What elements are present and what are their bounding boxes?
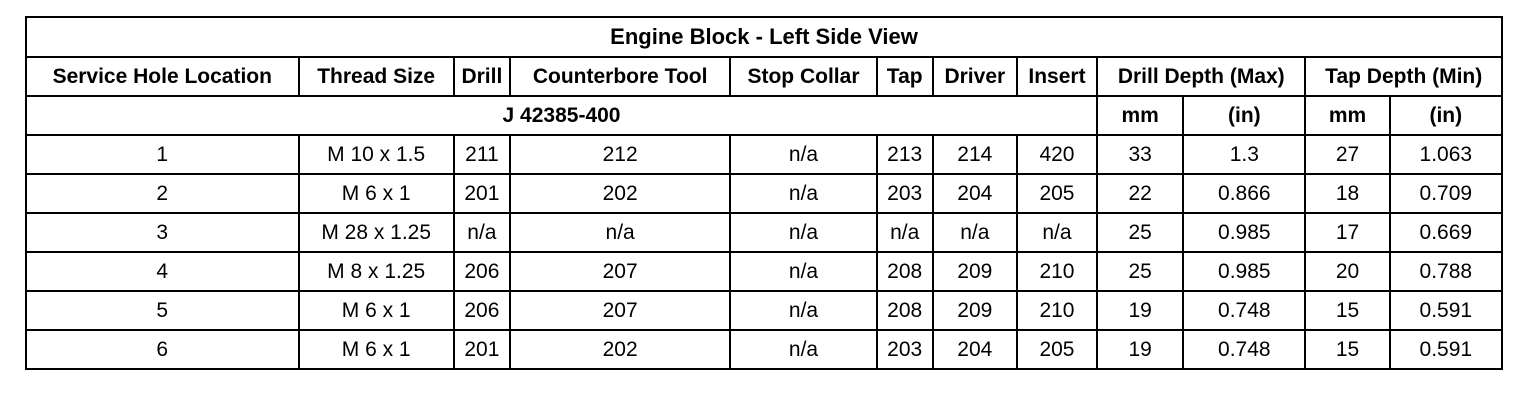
cell-tap-depth-in: 0.709 [1390,174,1502,213]
cell-insert: 210 [1017,291,1097,330]
cell-driver: n/a [933,213,1017,252]
cell-tap: 213 [877,135,933,174]
cell-drill-depth-in: 1.3 [1183,135,1305,174]
cell-location: 6 [26,330,299,369]
cell-tap-depth-mm: 18 [1305,174,1389,213]
header-insert: Insert [1017,57,1097,96]
data-rows [26,135,1502,369]
cell-driver: 204 [933,174,1017,213]
cell-drill: 201 [454,330,510,369]
cell-drill-depth-in: 0.985 [1183,252,1305,291]
cell-driver: 214 [933,135,1017,174]
cell-drill: 206 [454,252,510,291]
cell-location: 4 [26,252,299,291]
cell-insert: 205 [1017,330,1097,369]
cell-stop-collar: n/a [730,291,876,330]
unit-drill-mm: mm [1097,96,1183,135]
cell-counterbore-tool: n/a [510,213,730,252]
cell-tap-depth-mm: 20 [1305,252,1389,291]
cell-insert: 420 [1017,135,1097,174]
cell-tap-depth-mm: 17 [1305,213,1389,252]
cell-location: 1 [26,135,299,174]
cell-stop-collar: n/a [730,330,876,369]
cell-drill-depth-mm: 25 [1097,213,1183,252]
header-driver: Driver [933,57,1017,96]
cell-tap: 203 [877,330,933,369]
cell-counterbore-tool: 202 [510,330,730,369]
cell-counterbore-tool: 202 [510,174,730,213]
cell-thread-size: M 6 x 1 [299,174,454,213]
cell-tap-depth-in: 0.591 [1390,330,1502,369]
table-row [26,252,1502,291]
cell-stop-collar: n/a [730,213,876,252]
cell-drill-depth-mm: 22 [1097,174,1183,213]
header-service-hole-location: Service Hole Location [26,57,299,96]
cell-drill-depth-mm: 33 [1097,135,1183,174]
cell-tap: 203 [877,174,933,213]
cell-insert: 205 [1017,174,1097,213]
kit-number: J 42385-400 [26,96,1097,135]
cell-tap-depth-in: 0.788 [1390,252,1502,291]
table-title: Engine Block - Left Side View [26,17,1502,57]
unit-drill-in: (in) [1183,96,1305,135]
cell-driver: 209 [933,252,1017,291]
cell-counterbore-tool: 212 [510,135,730,174]
cell-insert: 210 [1017,252,1097,291]
cell-tap-depth-mm: 15 [1305,291,1389,330]
cell-drill-depth-in: 0.866 [1183,174,1305,213]
cell-thread-size: M 6 x 1 [299,330,454,369]
cell-drill-depth-in: 0.985 [1183,213,1305,252]
cell-drill-depth-in: 0.748 [1183,291,1305,330]
cell-drill: n/a [454,213,510,252]
cell-counterbore-tool: 207 [510,291,730,330]
header-row [26,57,1502,96]
cell-drill: 211 [454,135,510,174]
cell-thread-size: M 10 x 1.5 [299,135,454,174]
header-tap-depth: Tap Depth (Min) [1305,57,1502,96]
cell-drill-depth-mm: 19 [1097,291,1183,330]
cell-location: 2 [26,174,299,213]
cell-driver: 209 [933,291,1017,330]
cell-tap: 208 [877,291,933,330]
cell-tap-depth-in: 0.591 [1390,291,1502,330]
cell-tap-depth-mm: 15 [1305,330,1389,369]
header-drill: Drill [454,57,510,96]
cell-counterbore-tool: 207 [510,252,730,291]
cell-stop-collar: n/a [730,135,876,174]
header-drill-depth: Drill Depth (Max) [1097,57,1305,96]
cell-tap-depth-in: 0.669 [1390,213,1502,252]
header-stop-collar: Stop Collar [730,57,876,96]
header-counterbore-tool: Counterbore Tool [510,57,730,96]
unit-tap-in: (in) [1390,96,1502,135]
header-tap: Tap [877,57,933,96]
header-thread-size: Thread Size [299,57,454,96]
cell-location: 5 [26,291,299,330]
cell-thread-size: M 8 x 1.25 [299,252,454,291]
table-row [26,135,1502,174]
cell-drill: 201 [454,174,510,213]
cell-tap-depth-in: 1.063 [1390,135,1502,174]
cell-stop-collar: n/a [730,252,876,291]
cell-tap: 208 [877,252,933,291]
cell-tap: n/a [877,213,933,252]
table-row [26,330,1502,369]
kit-units-row [26,96,1502,135]
cell-driver: 204 [933,330,1017,369]
engine-block-table [25,16,1503,370]
cell-tap-depth-mm: 27 [1305,135,1389,174]
cell-drill-depth-mm: 19 [1097,330,1183,369]
cell-drill-depth-in: 0.748 [1183,330,1305,369]
cell-thread-size: M 28 x 1.25 [299,213,454,252]
table-row [26,213,1502,252]
cell-location: 3 [26,213,299,252]
cell-stop-collar: n/a [730,174,876,213]
table-row [26,174,1502,213]
cell-drill-depth-mm: 25 [1097,252,1183,291]
title-row [26,17,1502,57]
cell-drill: 206 [454,291,510,330]
unit-tap-mm: mm [1305,96,1389,135]
table-row [26,291,1502,330]
cell-thread-size: M 6 x 1 [299,291,454,330]
cell-insert: n/a [1017,213,1097,252]
